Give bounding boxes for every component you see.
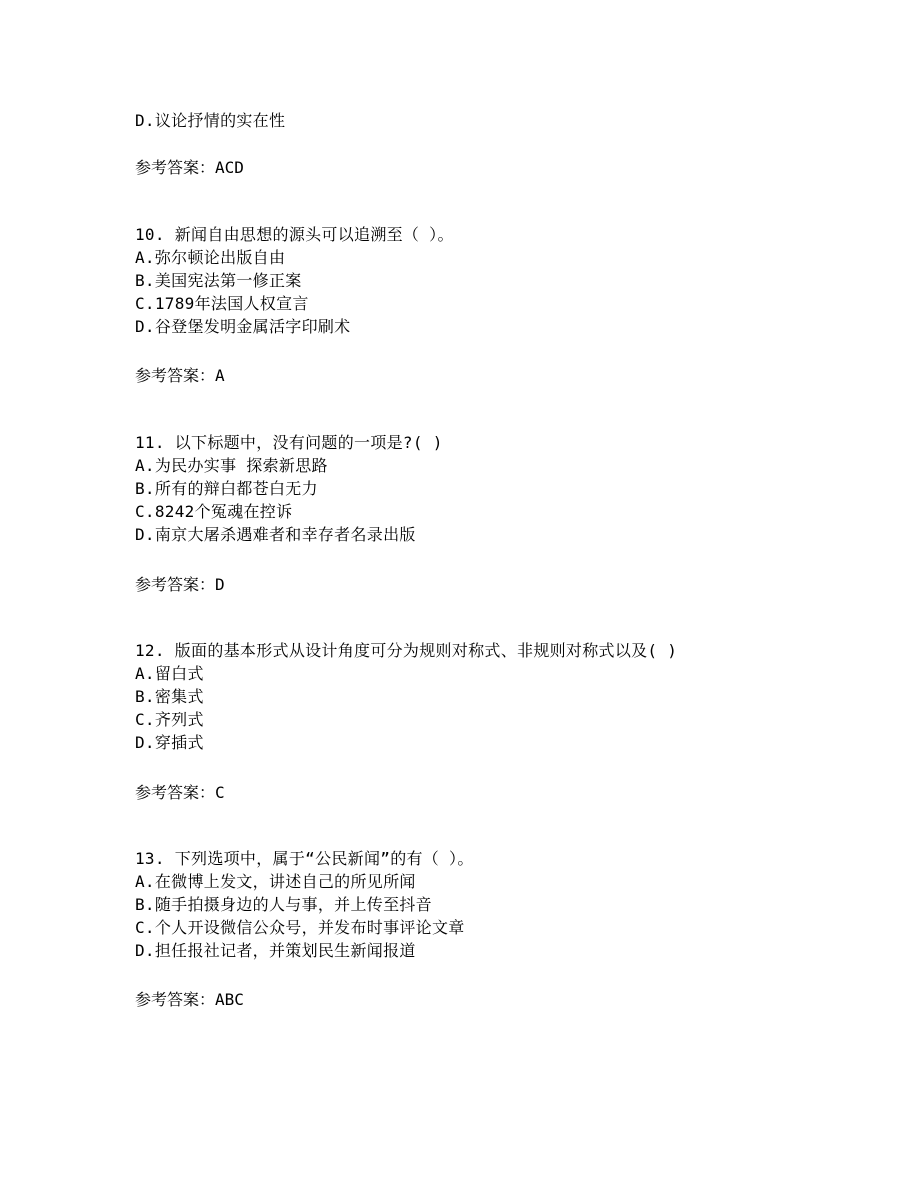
- option-c: C.齐列式: [135, 710, 204, 729]
- question-stem: 11. 以下标题中，没有问题的一项是?( ): [135, 433, 443, 452]
- option-d: D.南京大屠杀遇难者和幸存者名录出版: [135, 525, 416, 544]
- option-b: B.美国宪法第一修正案: [135, 271, 302, 290]
- prev-question-option-d: D.议论抒情的实在性: [135, 111, 286, 130]
- option-d: D.谷登堡发明金属活字印刷术: [135, 317, 351, 336]
- question-13: [135, 847, 474, 962]
- question-10: [135, 223, 454, 338]
- question-stem: 13. 下列选项中，属于“公民新闻”的有（ ）。: [135, 849, 474, 868]
- question-12: [135, 639, 677, 754]
- question-stem: 12. 版面的基本形式从设计角度可分为规则对称式、非规则对称式以及( ): [135, 641, 678, 660]
- question-13-answer: 参考答案：ABC: [135, 990, 244, 1009]
- question-10-answer: 参考答案：A: [135, 366, 225, 385]
- question-11: [135, 431, 443, 546]
- option-a: A.在微博上发文，讲述自己的所见所闻: [135, 872, 416, 891]
- prev-question-answer: 参考答案：ACD: [135, 158, 244, 177]
- option-c: C.1789年法国人权宣言: [135, 294, 309, 313]
- option-b: B.随手拍摄身边的人与事，并上传至抖音: [135, 895, 432, 914]
- option-d: D.穿插式: [135, 733, 204, 752]
- option-c: C.8242个冤魂在控诉: [135, 502, 293, 521]
- question-12-answer: 参考答案：C: [135, 783, 225, 802]
- question-stem: 10. 新闻自由思想的源头可以追溯至（ ）。: [135, 225, 454, 244]
- option-b: B.密集式: [135, 687, 204, 706]
- option-a: A.留白式: [135, 664, 204, 683]
- option-a: A.弥尔顿论出版自由: [135, 248, 286, 267]
- option-b: B.所有的辩白都苍白无力: [135, 479, 318, 498]
- question-11-answer: 参考答案：D: [135, 575, 225, 594]
- option-d: D.担任报社记者，并策划民生新闻报道: [135, 941, 416, 960]
- option-c: C.个人开设微信公众号，并发布时事评论文章: [135, 918, 465, 937]
- option-a: A.为民办实事 探索新思路: [135, 456, 328, 475]
